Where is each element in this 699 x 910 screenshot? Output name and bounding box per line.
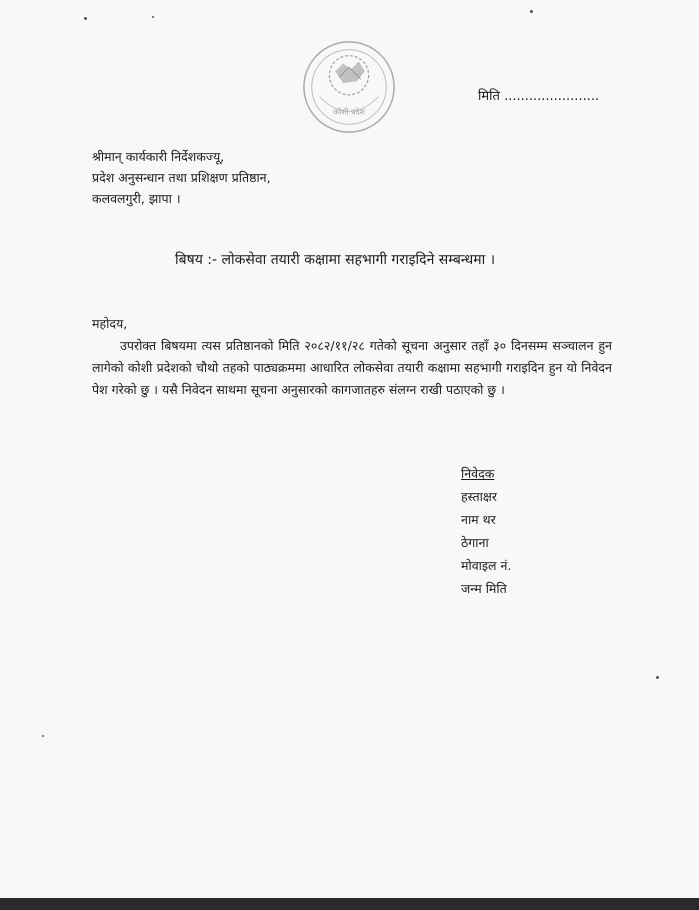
scan-speck bbox=[530, 10, 533, 13]
signature-field: नाम थर bbox=[461, 512, 496, 527]
signature-block bbox=[461, 462, 511, 600]
date-label: मिति bbox=[478, 89, 500, 104]
scan-bottom-edge bbox=[0, 898, 699, 910]
scan-speck bbox=[656, 676, 659, 679]
scan-speck bbox=[84, 17, 87, 20]
signature-field: ठेगाना bbox=[461, 535, 489, 550]
signature-heading: निवेदक bbox=[461, 466, 495, 481]
subject-line: बिषय :- लोकसेवा तयारी कक्षामा सहभागी गराइदिने सम्बन्धमा । bbox=[175, 252, 496, 268]
addressee-line: प्रदेश अनुसन्धान तथा प्रशिक्षण प्रतिष्ठान, bbox=[92, 170, 271, 185]
date-line bbox=[478, 86, 599, 104]
signature-field: जन्म मिति bbox=[461, 581, 507, 596]
signature-field: मोवाइल नं. bbox=[461, 558, 512, 573]
letter-body bbox=[92, 335, 612, 401]
salutation: महोदय, bbox=[92, 316, 128, 331]
addressee-line: कलवलगुरी, झापा । bbox=[92, 191, 181, 206]
addressee-line: श्रीमान् कार्यकारी निर्देशकज्यू, bbox=[92, 149, 225, 164]
date-blank: ....................... bbox=[504, 89, 600, 104]
seal-text: कोशी प्रदेश bbox=[333, 107, 365, 117]
signature-field: हस्ताक्षर bbox=[461, 489, 497, 504]
scan-speck bbox=[152, 16, 154, 18]
scan-speck bbox=[42, 735, 44, 737]
addressee-block bbox=[92, 146, 271, 209]
organization-seal bbox=[300, 38, 398, 136]
body-paragraph: उपरोक्त बिषयमा त्यस प्रतिष्ठानको मिति २०८२/११/२८ गतेको सूचना अनुसार तहाँ ३० दिनसम्म सञ्चालन हुन लागेको कोशी प्रदेशको चौथो तहको पाठ्यक्रममा आधारित लोकसेवा तयारी कक्षामा सहभागी गराइदिन हुन यो निवेदन पेश गरेको छु । यसै निवेदन साथमा सूचना अनुसारको कागजातहरु संलग्न राखी पठाएको छु । bbox=[92, 338, 612, 397]
